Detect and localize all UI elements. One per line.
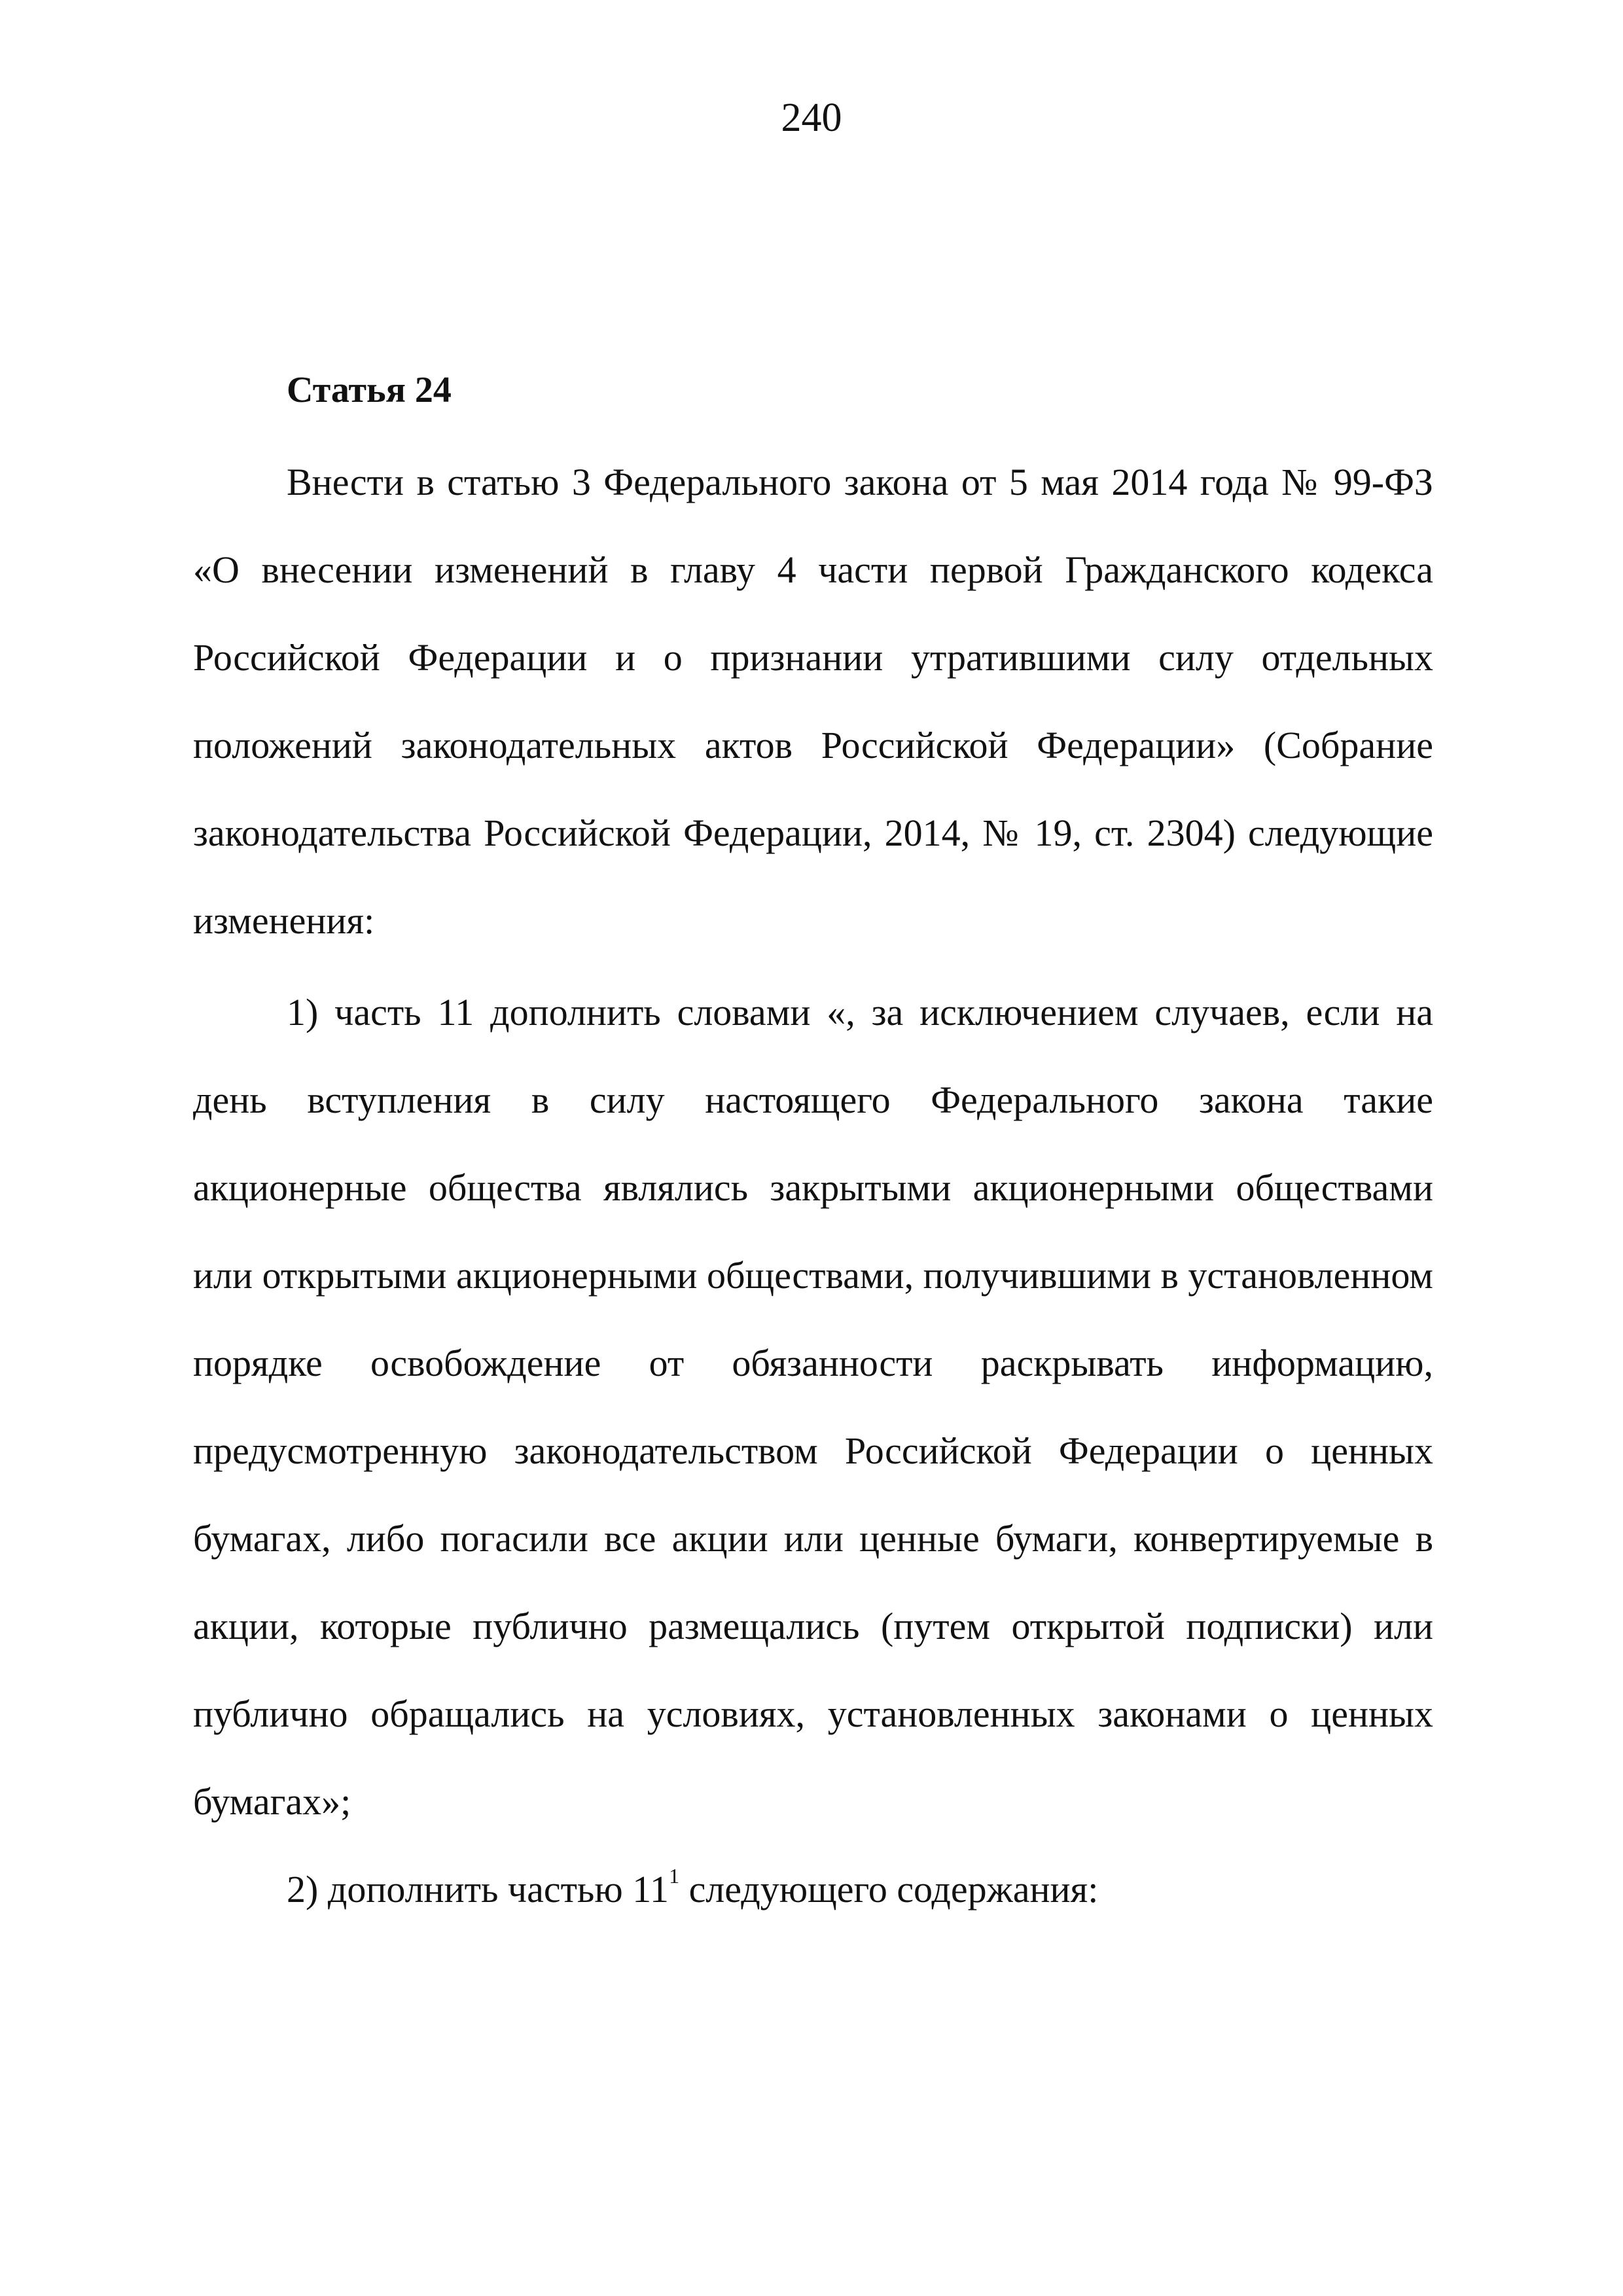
item-2-text-after: следующего содержания: xyxy=(679,1868,1099,1910)
paragraph-item-2 xyxy=(193,1846,1433,1933)
article-title: Статья 24 xyxy=(287,370,452,410)
paragraph-intro: Внести в статью 3 Федерального закона от 5 мая 2014 года № 99-ФЗ «О внесении изменений в главу 4 части первой Гражданского кодекса Российской Федерации и о признании утратившими силу отдельных положений законодательных актов Российской Федерации» (Собрание законодательства Российской Федерации, 2014, № 19, ст. 2304) следующие изменения: xyxy=(193,461,1433,942)
item-2-text-before: 2) дополнить частью 11 xyxy=(287,1868,669,1910)
page-number: 240 xyxy=(781,96,842,140)
paragraph-item-1: 1) часть 11 дополнить словами «, за исключением случаев, если на день вступления в силу настоящего Федерального закона такие акционерные общества являлись закрытыми акционерными обществами или открытыми акционерными обществами, получившими в установленном порядке освобождение от обязанности раскрывать информацию, предусмотренную законодательством Российской Федерации о ценных бумагах, либо погасили все акции или ценные бумаги, конвертируемые в акции, которые публично размещались (путем открытой подписки) или публично обращались на условиях, установленных законами о ценных бумагах»; xyxy=(193,991,1433,1823)
item-2-superscript: 1 xyxy=(669,1864,680,1888)
